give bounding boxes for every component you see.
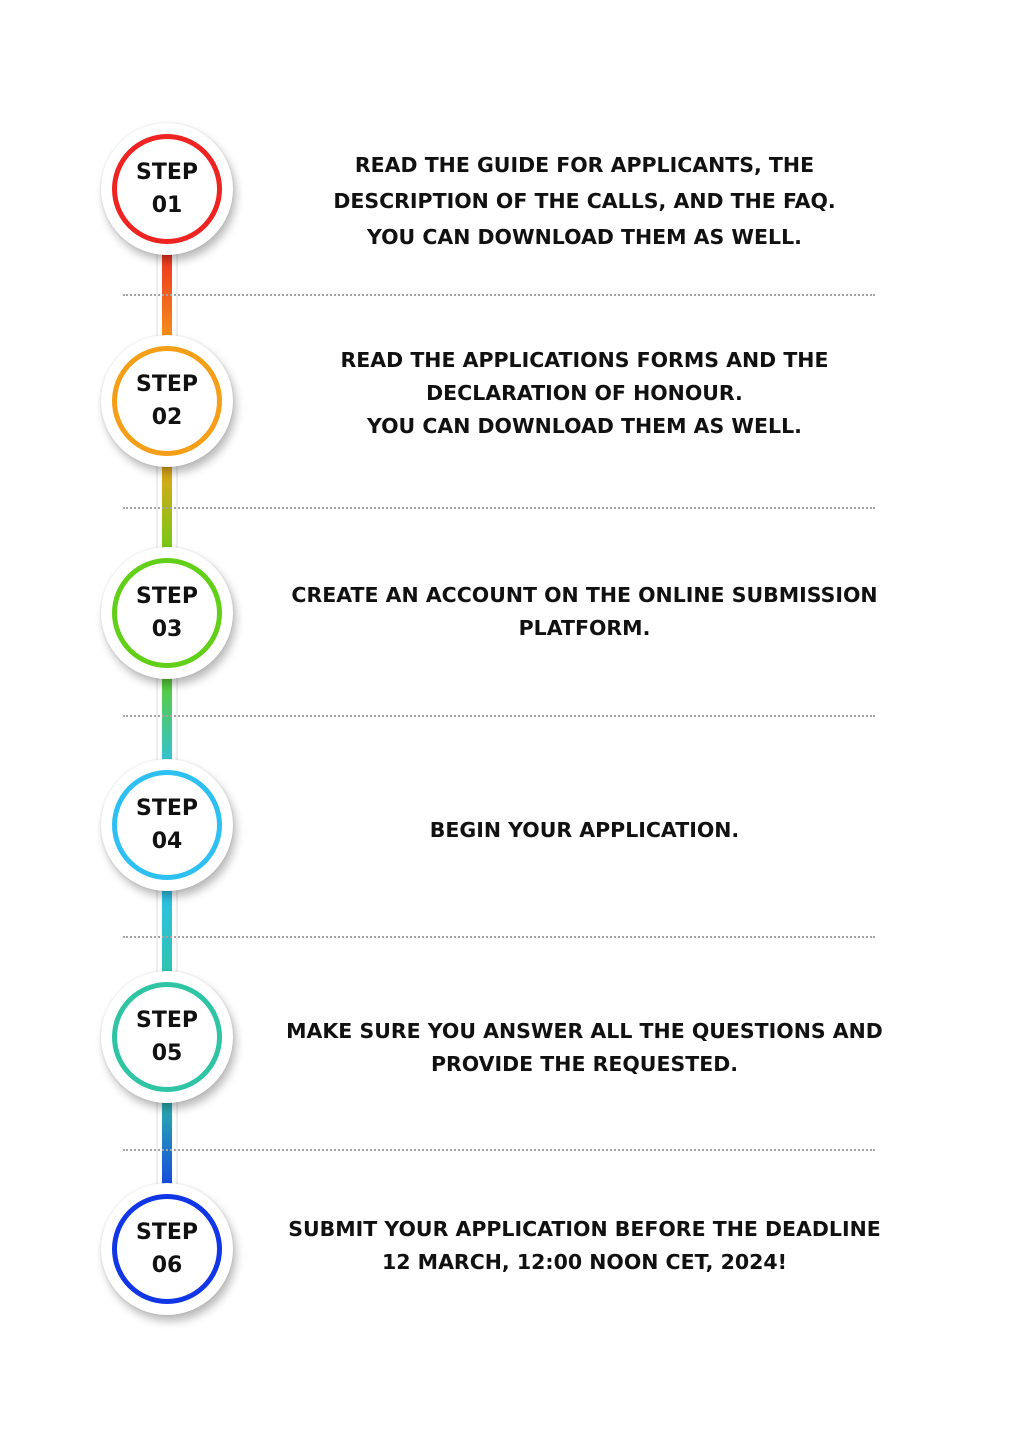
- step-1-ring: [112, 134, 222, 244]
- step-3-line-2: PLATFORM.: [518, 616, 651, 640]
- step-2-circle: [101, 335, 233, 467]
- step-4-description: [262, 814, 907, 847]
- step-1-line-2: DESCRIPTION OF THE CALLS, AND THE FAQ.: [333, 189, 836, 213]
- step-1-line-1: READ THE GUIDE FOR APPLICANTS, THE: [354, 153, 815, 177]
- divider-5: [123, 1149, 875, 1151]
- step-1-description: [262, 147, 907, 255]
- step-2-description: [262, 344, 907, 443]
- step-4-label: STEP: [135, 796, 198, 821]
- step-5-line-2: PROVIDE THE REQUESTED.: [430, 1052, 739, 1076]
- step-3-number: 03: [151, 617, 183, 642]
- step-3-label: STEP: [135, 584, 198, 609]
- step-6-ring: [112, 1194, 222, 1304]
- step-2-number: 02: [151, 405, 183, 430]
- step-6-circle: [101, 1183, 233, 1315]
- step-6-number: 06: [151, 1253, 183, 1278]
- step-1-label: STEP: [135, 160, 198, 185]
- step-2-label: STEP: [135, 372, 198, 397]
- step-1-number: 01: [151, 193, 183, 218]
- step-2-ring: [112, 346, 222, 456]
- step-1-line-3: YOU CAN DOWNLOAD THEM AS WELL.: [367, 225, 802, 249]
- step-5-ring: [112, 982, 222, 1092]
- step-4-number: 04: [151, 829, 183, 854]
- step-6-line-2: 12 MARCH, 12:00 NOON CET, 2024!: [382, 1250, 787, 1274]
- step-2-line-2: DECLARATION OF HONOUR.: [426, 381, 743, 405]
- divider-2: [123, 507, 875, 509]
- step-5-number: 05: [151, 1041, 183, 1066]
- step-1-circle: [101, 123, 233, 255]
- step-3-ring: [112, 558, 222, 668]
- step-3-description: [262, 579, 907, 645]
- step-2-line-3: YOU CAN DOWNLOAD THEM AS WELL.: [367, 414, 802, 438]
- divider-3: [123, 715, 875, 717]
- step-6-description: [262, 1213, 907, 1279]
- step-5-line-1: MAKE SURE YOU ANSWER ALL THE QUESTIONS AND: [286, 1019, 883, 1043]
- step-2-line-1: READ THE APPLICATIONS FORMS AND THE: [340, 348, 829, 372]
- step-5-description: [262, 1015, 907, 1081]
- step-4-circle: [101, 759, 233, 891]
- step-6-line-1: SUBMIT YOUR APPLICATION BEFORE THE DEADLINE: [288, 1217, 881, 1241]
- step-3-circle: [101, 547, 233, 679]
- step-4-ring: [112, 770, 222, 880]
- step-5-circle: [101, 971, 233, 1103]
- step-5-label: STEP: [135, 1008, 198, 1033]
- step-4-line-1: BEGIN YOUR APPLICATION.: [429, 818, 740, 842]
- divider-1: [123, 294, 875, 296]
- step-3-line-1: CREATE AN ACCOUNT ON THE ONLINE SUBMISSION: [291, 583, 878, 607]
- divider-4: [123, 936, 875, 938]
- step-6-label: STEP: [135, 1220, 198, 1245]
